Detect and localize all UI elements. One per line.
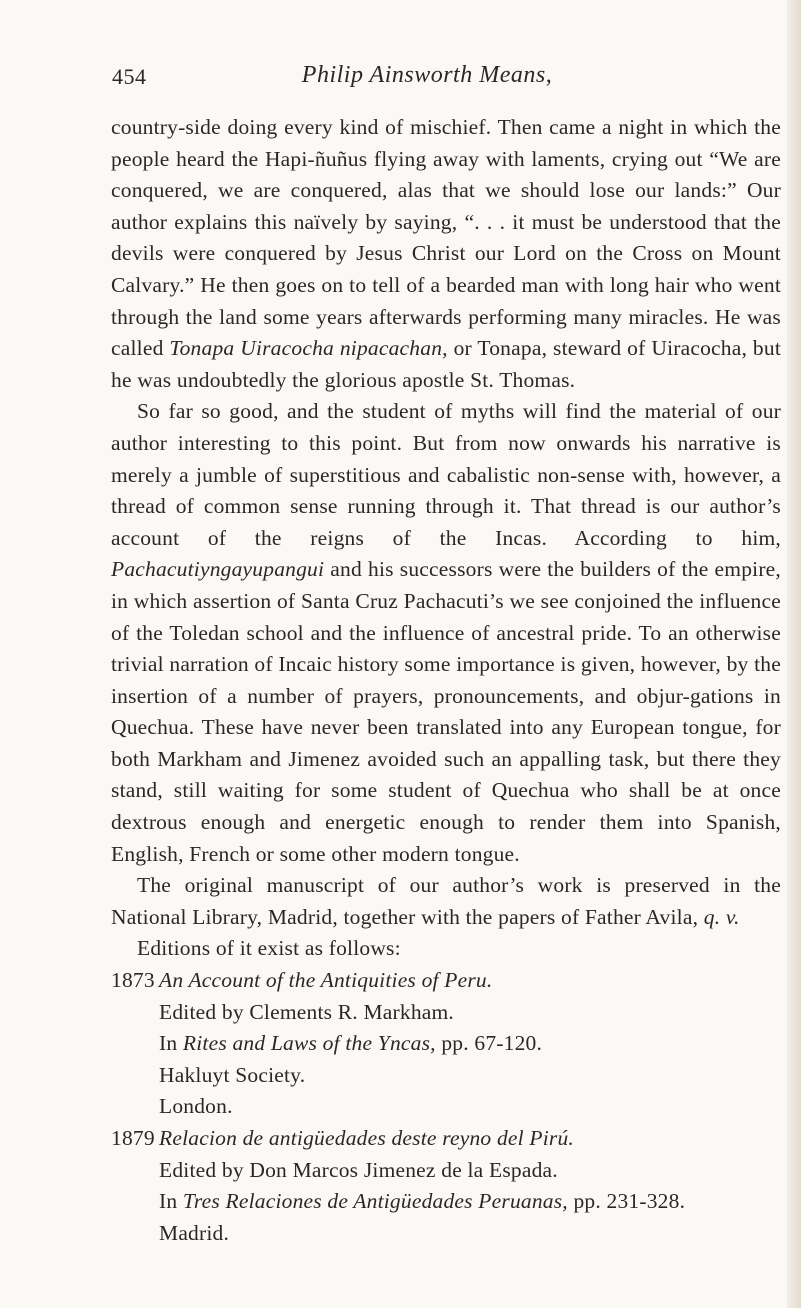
edition-line (159, 1155, 781, 1187)
text-run: So far so good, and the student of myths will find the material of our author interesting to this point. But from now onwards his narrative is merely a jumble of superstitious and cabalistic non-sense with, however, a thread of common sense running through it. That thread is our author’s account of the reigns of the Incas. According to him, (111, 399, 781, 550)
edition-line (159, 1091, 781, 1123)
italic-text: Rites and Laws of the Yncas, (182, 1031, 436, 1056)
edition-entry (111, 965, 781, 1123)
edition-line (159, 965, 781, 997)
edition-details (159, 965, 781, 1123)
italic-text: Relacion de antigüedades deste reyno del Pirú. (159, 1126, 575, 1150)
edition-year: 1873 (111, 968, 155, 993)
running-head: Philip Ainsworth Means, (301, 62, 553, 88)
body-text (111, 112, 781, 1249)
edition-line (159, 1123, 781, 1155)
edition-line (159, 1186, 781, 1218)
paragraph (111, 396, 781, 870)
text-run: Editions of it exist as follows: (137, 936, 401, 961)
edition-line (159, 1028, 781, 1060)
edition-details (159, 1123, 781, 1249)
page-number: 454 (112, 64, 147, 89)
text-run: In (159, 1031, 183, 1056)
italic-text: q. v. (703, 904, 740, 929)
text-run: In (159, 1189, 183, 1214)
text-run: The original manuscript of our author’s work is preserved in the National Library, Madrid, together with the papers of Father Avila, (111, 873, 781, 929)
text-run: or Tonapa, steward of Uiracocha, but he was undoubtedly the glorious apostle St. Thomas. (111, 336, 781, 392)
edition-line (159, 1218, 781, 1250)
text-run: Madrid. (159, 1220, 230, 1245)
italic-text: Pachacutiyngayupangui (111, 557, 325, 582)
paragraph (111, 870, 781, 933)
italic-text: Tonapa Uiracocha nipacachan, (169, 336, 448, 361)
italic-text: An Account of the Antiquities of Peru. (159, 968, 493, 993)
paragraph (111, 933, 781, 965)
edition-entry (111, 1123, 781, 1249)
edition-year: 1879 (111, 1126, 155, 1150)
italic-text: Tres Relaciones de Antigüedades Peruanas, (182, 1189, 568, 1214)
text-run: pp. 231-328. (567, 1189, 686, 1214)
editions-list (111, 965, 781, 1249)
text-run: Edited by Don Marcos Jimenez de la Espada. (159, 1157, 558, 1182)
text-run: Hakluyt Society. (159, 1062, 306, 1087)
text-run: London. (159, 1094, 233, 1119)
text-run: country-side doing every kind of mischief. Then came a night in which the people heard the Hapi-ñuñus flying away with laments, crying out “We are conquered, we are conquered, alas that we should lose our lands:” Our author explains this naïvely by saying, “. . . it must be understood that the devils were conquered by Jesus Christ our Lord on the Cross on Mount Calvary.” He then goes on to tell of a bearded man with long hair who went through the land some years afterwards performing many miracles. He was called (111, 115, 781, 361)
edition-line (159, 997, 781, 1029)
edition-line (159, 1060, 781, 1092)
text-run: Edited by Clements R. Markham. (159, 999, 455, 1024)
text-run: and his successors were the builders of the empire, in which assertion of Santa Cruz Pachacuti’s we see conjoined the influence of the Toledan school and the influence of ancestral pride. To an otherwise trivial narration of Incaic history some importance is given, however, by the insertion of a number of prayers, pronouncements, and objur-gations in Quechua. These have never been translated into any European tongue, for both Markham and Jimenez avoided such an appalling task, but there they stand, still waiting for some student of Quechua who shall be at once dextrous enough and energetic enough to render them into Spanish, English, French or some other modern tongue. (111, 557, 781, 866)
page-header (112, 58, 742, 98)
paragraph (111, 112, 781, 396)
paragraphs (111, 112, 781, 965)
text-run: pp. 67-120. (435, 1031, 543, 1056)
